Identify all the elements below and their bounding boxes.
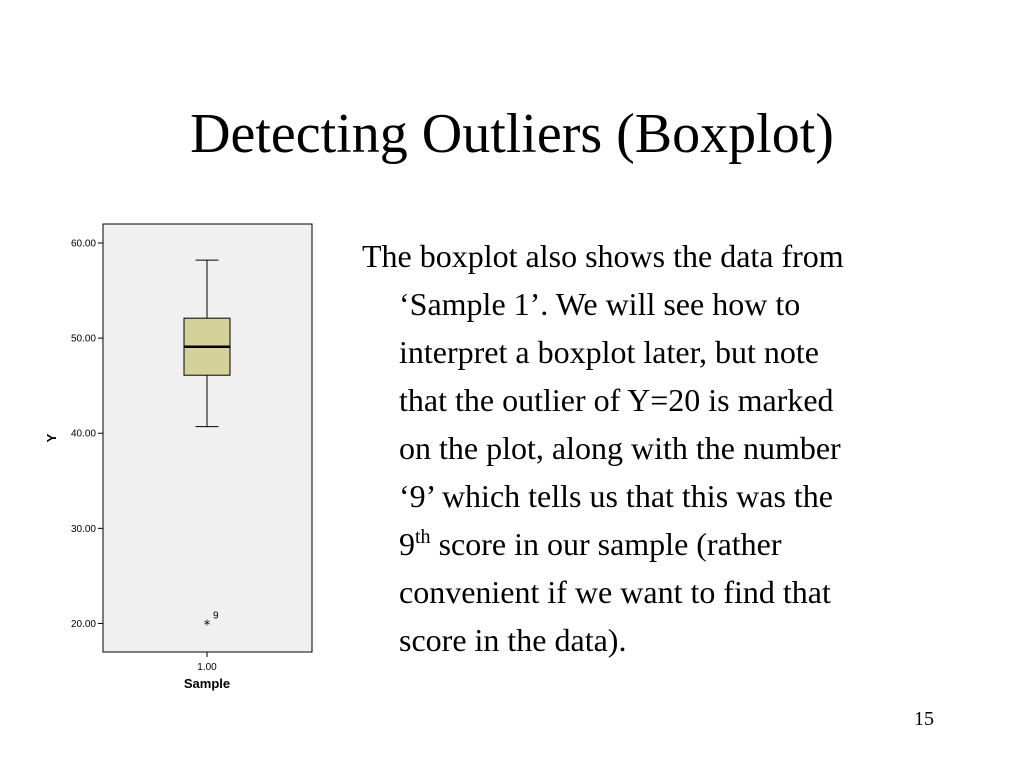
- body-line: [362, 424, 982, 472]
- boxplot-chart: [40, 215, 330, 705]
- body-line-text: ‘Sample 1’. We will see how to: [399, 286, 801, 322]
- body-line-text: The boxplot also shows the data from: [362, 238, 844, 274]
- slide-title: Detecting Outliers (Boxplot): [190, 103, 834, 165]
- x-axis-label: Sample: [183, 676, 231, 691]
- outlier-marker: *: [203, 618, 211, 634]
- y-axis-label: Y: [44, 433, 59, 443]
- body-line: [362, 616, 982, 664]
- body-line-text: on the plot, along with the number: [399, 430, 841, 466]
- slide-body-text: [362, 232, 982, 664]
- body-line-text: that the outlier of Y=20 is marked: [399, 382, 834, 418]
- y-tick-label: 20.00: [70, 618, 96, 630]
- outlier-label: 9: [213, 610, 219, 622]
- body-line-text: score in the data).: [399, 622, 627, 658]
- body-line-text: interpret a boxplot later, but note: [399, 334, 819, 370]
- body-line: [362, 520, 982, 568]
- y-tick-label: 40.00: [70, 428, 96, 440]
- body-line: [362, 472, 982, 520]
- y-tick-label: 60.00: [70, 238, 96, 250]
- body-line: [362, 232, 982, 280]
- body-line-text: convenient if we want to find that: [399, 574, 831, 610]
- body-line-superscript: th: [415, 526, 431, 548]
- body-line: [362, 376, 982, 424]
- x-tick-label: 1.00: [197, 662, 217, 673]
- y-tick-label: 50.00: [70, 333, 96, 345]
- page-number: 15: [914, 708, 934, 730]
- boxplot-svg: [40, 215, 330, 705]
- body-line: [362, 280, 982, 328]
- body-line: [362, 568, 982, 616]
- body-line-text: ‘9’ which tells us that this was the: [399, 478, 833, 514]
- body-line-text: 9: [399, 526, 415, 562]
- body-line: [362, 328, 982, 376]
- body-line-text-rest: score in our sample (rather: [430, 526, 782, 562]
- y-tick-label: 30.00: [70, 523, 96, 535]
